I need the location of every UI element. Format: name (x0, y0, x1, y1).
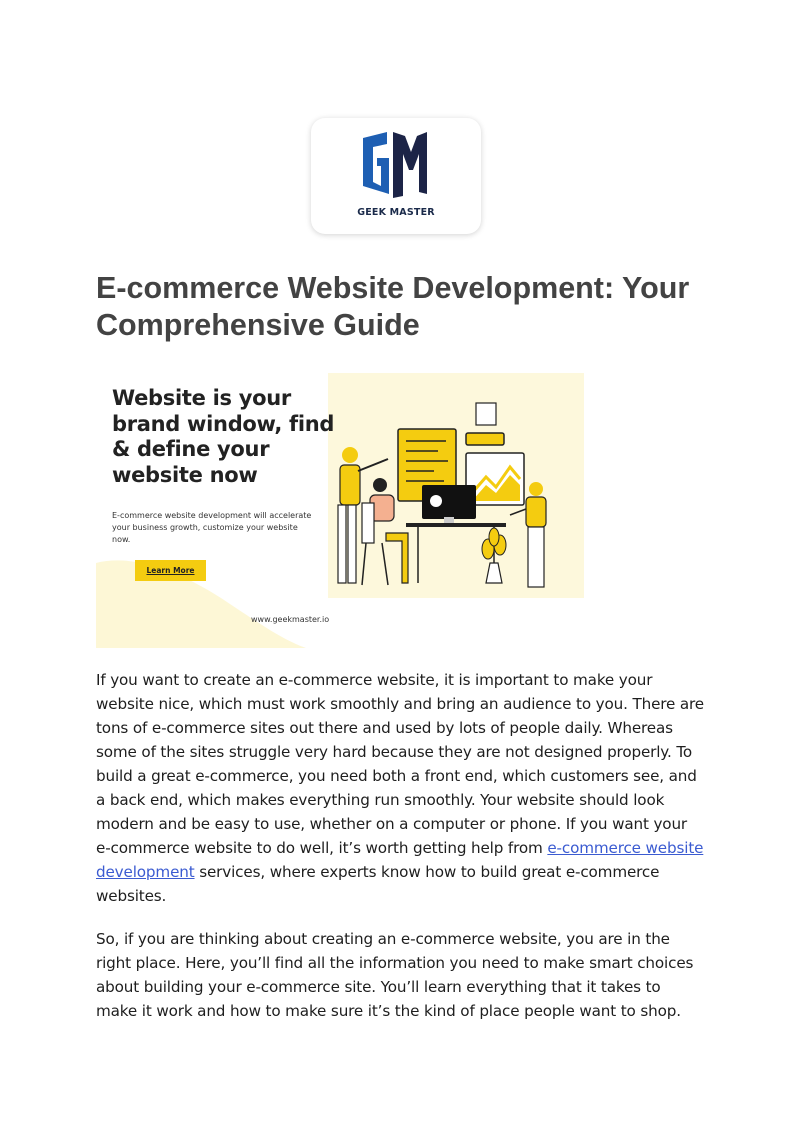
geek-master-logo-icon (359, 130, 433, 202)
body-paragraph-2: So, if you are thinking about creating an e-commerce website, you are in the right place. Here, you’ll find all the information you need to make smart choices about building your e-commerce site. You’ll learn everything that it takes to make it work and how to make sure it’s the kind of place people want to shop. (96, 930, 694, 1020)
banner-headline: Website is your brand window, find & define your website now (112, 386, 335, 487)
web-design-team-illustration (326, 373, 584, 603)
banner-subtext: E-commerce website development will accelerate your business growth, customize your website now. (112, 511, 312, 544)
page-title: E-commerce Website Development: Your Comprehensive Guide (96, 271, 690, 342)
logo-name: GEEK MASTER (357, 207, 435, 218)
body-paragraph-1 (96, 668, 706, 908)
paragraph-text: If you want to create an e-commerce website, it is important to make your website nice, which must work smoothly and bring an audience to you. There are tons of e-commerce sites out there and used by lots of people daily. Whereas some of the sites struggle very hard because they are not designed properly. To build a great e-commerce, you need both a front end, which customers see, and a back end, which makes everything run smoothly. Your website should look modern and be easy to use, whether on a computer or phone. If you want your e-commerce website to do well, it’s worth getting help from (96, 671, 704, 857)
logo-card (311, 118, 481, 234)
promo-banner (96, 373, 584, 648)
banner-url: www.geekmaster.io (251, 615, 330, 624)
learn-more-button[interactable]: Learn More (135, 560, 206, 581)
ecommerce-development-link[interactable]: e-commerce website development (96, 839, 704, 881)
paragraph-text: services, where experts know how to build great e-commerce websites. (96, 863, 660, 905)
